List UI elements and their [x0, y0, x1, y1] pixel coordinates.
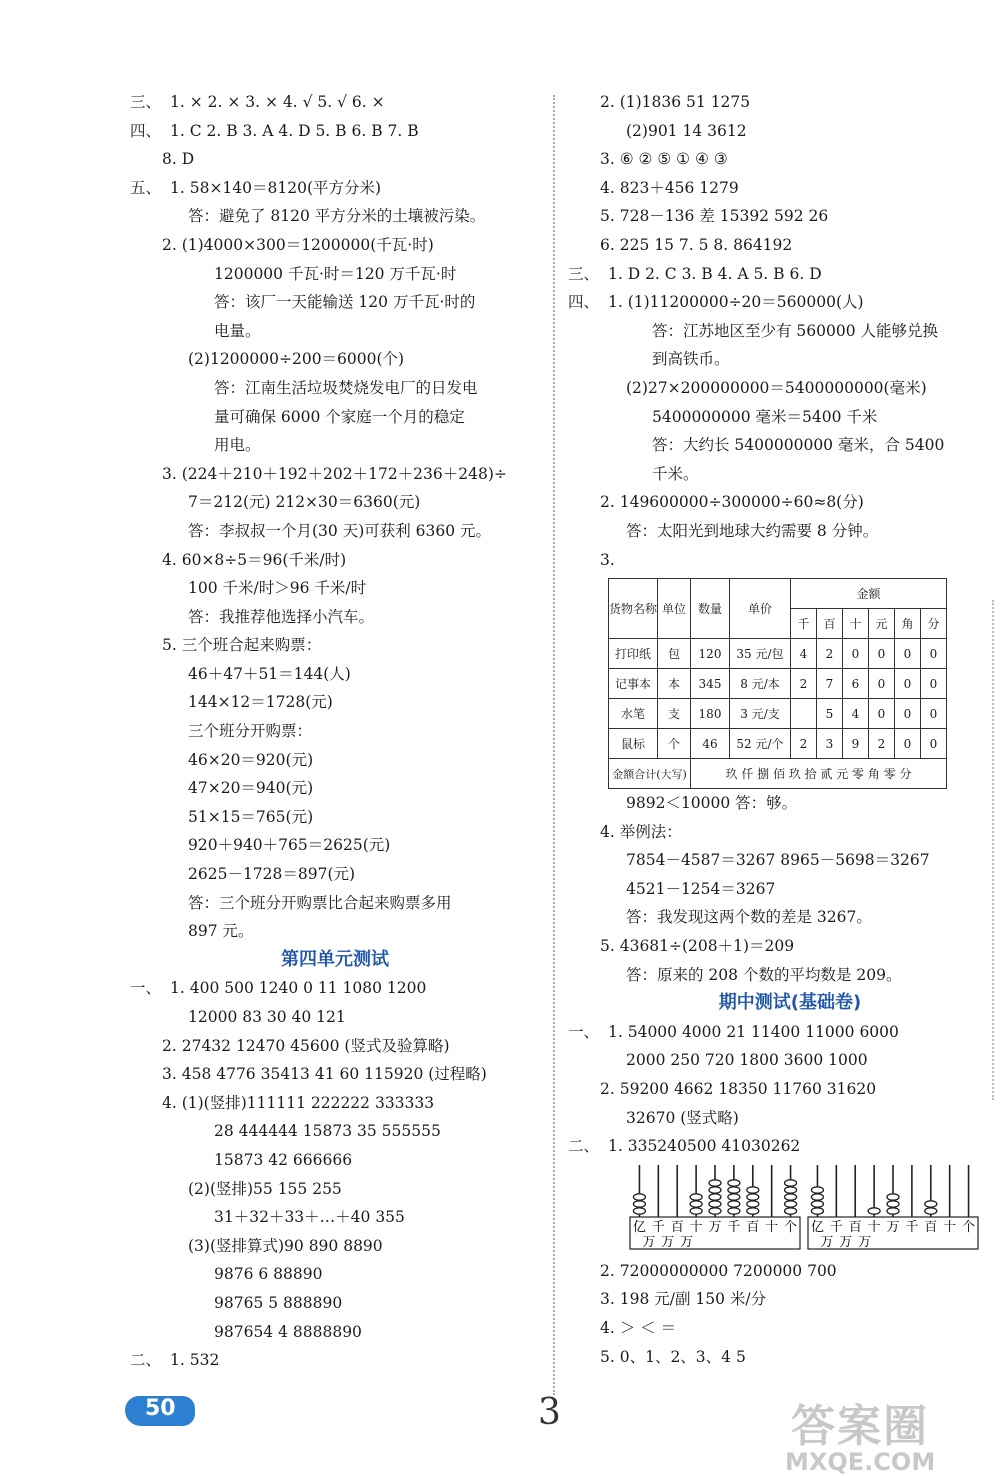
total-value: 玖 仟 捌 佰 玖 拾 贰 元 零 角 零 分	[691, 759, 947, 789]
answer-text: (3)(竖排算式)90 890 8890	[188, 1236, 383, 1255]
goods-row	[609, 699, 947, 729]
answer-text: 2000 250 720 1800 3600 1000	[626, 1051, 868, 1070]
answer-text: 7＝212(元) 212×30＝6360(元)	[188, 493, 421, 512]
abacus-label: 万	[886, 1219, 900, 1235]
answer-line	[568, 288, 980, 317]
answer-text: 15873 42 666666	[214, 1150, 353, 1169]
digit-header: 千	[791, 609, 817, 639]
answer-line	[600, 789, 980, 818]
answer-line	[130, 1203, 540, 1232]
abacus-bead	[747, 1187, 759, 1193]
answer-line	[130, 688, 540, 717]
abacus-label: 十	[867, 1219, 881, 1235]
right-tail-section	[600, 1257, 980, 1371]
answer-line	[600, 117, 980, 146]
goods-header-qty: 数量	[691, 579, 730, 639]
goods-cell-digit: 3	[817, 729, 843, 759]
answer-line	[130, 889, 540, 918]
goods-cell-digit: 0	[895, 699, 921, 729]
answer-line	[130, 288, 540, 317]
goods-cell-price: 8 元/本	[730, 669, 791, 699]
answer-text: 答：三个班分开购票比合起来购票多用	[188, 893, 452, 912]
abacus-bead	[709, 1194, 721, 1200]
goods-cell-qty: 120	[691, 639, 730, 669]
answer-text: 100 千米/时＞96 千米/时	[188, 579, 367, 598]
right-column	[568, 88, 980, 1371]
answer-text: 2. (1)4000×300＝1200000(千瓦·时)	[162, 235, 434, 254]
answer-line	[130, 574, 540, 603]
abacus-label: 个	[962, 1219, 976, 1235]
answer-text: 3. 458 4776 35413 41 60 115920 (过程略)	[162, 1065, 487, 1084]
answer-text: 4. 60×8÷5＝96(千米/时)	[162, 550, 347, 569]
answer-line	[600, 546, 980, 575]
answer-line	[600, 1314, 980, 1343]
answer-text: 3. 198 元/副 150 米/分	[600, 1290, 767, 1309]
answer-line	[130, 1260, 540, 1289]
abacus-bead	[785, 1194, 797, 1200]
answer-line	[600, 875, 980, 904]
answer-text: 5. 0、1、2、3、4 5	[600, 1347, 746, 1366]
answer-text: 12000 83 30 40 121	[188, 1008, 346, 1026]
answer-text: 5. 728－136 差 15392 592 26	[600, 207, 829, 226]
abacus-diagram	[626, 1161, 986, 1253]
goods-cell-digit: 2	[817, 639, 843, 669]
answer-line	[130, 145, 540, 174]
goods-cell-price: 35 元/包	[730, 639, 791, 669]
goods-cell-price: 3 元/支	[730, 699, 791, 729]
answer-text: 答：李叔叔一个月(30 天)可获利 6360 元。	[188, 521, 492, 540]
section-prefix: 三、	[130, 93, 162, 111]
answer-line	[600, 1075, 980, 1104]
answer-text: 46×20＝920(元)	[188, 750, 314, 769]
answer-text: 4. 823＋456 1279	[600, 178, 739, 197]
answer-line	[130, 1060, 540, 1089]
answer-text: 答：太阳光到地球大约需要 8 分钟。	[626, 521, 879, 540]
answer-text: 1200000 千瓦·时＝120 万千瓦·时	[214, 264, 457, 283]
answer-text: 7854－4587＝3267 8965－5698＝3267	[626, 851, 930, 870]
answer-line	[600, 145, 980, 174]
abacus-bead	[633, 1194, 645, 1200]
right-top-section	[568, 88, 980, 574]
abacus-label: 千	[829, 1219, 843, 1235]
answer-text: 1. 400 500 1240 0 11 1080 1200	[170, 979, 427, 998]
answer-line	[130, 231, 540, 260]
answer-line	[600, 1285, 980, 1314]
abacus-label: 千	[727, 1219, 741, 1235]
abacus-label: 万	[661, 1234, 675, 1250]
answer-line	[130, 1175, 540, 1204]
answer-text: 4. ＞ ＜ ＝	[600, 1319, 677, 1337]
abacus-bead	[747, 1201, 759, 1207]
answer-text: 1. 335240500 41030262	[608, 1137, 801, 1156]
goods-cell-digit: 5	[817, 699, 843, 729]
watermark	[785, 1390, 935, 1476]
abacus-label: 十	[765, 1219, 779, 1235]
answer-text: 答：原来的 208 个数的平均数是 209。	[626, 965, 902, 984]
answer-text: 答：大约长 5400000000 毫米，合 5400	[652, 436, 945, 455]
abacus-bead	[690, 1208, 702, 1214]
answer-text: 51×15＝765(元)	[188, 807, 314, 826]
answer-text: (2)27×200000000＝5400000000(毫米)	[626, 378, 927, 397]
goods-cell-digit: 0	[869, 669, 895, 699]
bottom-mark: 3	[538, 1392, 561, 1433]
answer-text: 98765 5 888890	[214, 1293, 343, 1312]
section-prefix: 一、	[568, 1022, 600, 1041]
answer-line	[600, 818, 980, 847]
page-number-badge	[125, 1392, 205, 1432]
answer-text: 9892＜10000 答：够。	[626, 794, 798, 813]
abacus-bead	[728, 1201, 740, 1207]
answer-line	[600, 1046, 980, 1075]
answer-text: 2. 72000000000 7200000 700	[600, 1261, 837, 1280]
answer-line	[130, 403, 540, 432]
goods-cell-qty: 345	[691, 669, 730, 699]
answer-line	[600, 1343, 980, 1372]
goods-cell-digit: 2	[869, 729, 895, 759]
abacus-label: 万	[680, 1234, 694, 1250]
abacus-bead	[925, 1201, 937, 1207]
answer-text: 答：江南生活垃圾焚烧发电厂的日发电	[214, 378, 478, 397]
answer-text: (2)(竖排)55 155 255	[188, 1179, 342, 1198]
answer-text: 897 元。	[188, 922, 254, 941]
total-label: 金额合计(大写)	[609, 759, 691, 789]
goods-cell-name: 记事本	[609, 669, 658, 699]
abacus-label: 千	[651, 1219, 665, 1235]
answer-line	[600, 488, 980, 517]
abacus-bead	[747, 1194, 759, 1200]
answer-line	[130, 1318, 540, 1347]
section-heading: 第四单元测试	[281, 948, 389, 970]
abacus-label: 百	[848, 1219, 862, 1235]
answer-text: 1. 54000 4000 21 11400 11000 6000	[608, 1022, 899, 1041]
answer-text: (2)901 14 3612	[626, 121, 747, 140]
answer-line	[130, 1346, 540, 1375]
answer-text: 量可确保 6000 个家庭一个月的稳定	[214, 407, 465, 426]
answer-line	[600, 317, 980, 346]
abacus-bead	[747, 1208, 759, 1214]
answer-line	[600, 1257, 980, 1286]
answer-text: 答：该厂一天能输送 120 万千瓦·时的	[214, 293, 476, 312]
watermark-line2: MXQE.COM	[785, 1448, 936, 1476]
section-heading: 期中测试(基础卷)	[718, 992, 862, 1014]
answer-line	[130, 117, 540, 146]
goods-cell-digit: 0	[869, 639, 895, 669]
answer-line	[130, 631, 540, 660]
digit-header: 十	[843, 609, 869, 639]
abacus-bead	[709, 1208, 721, 1214]
right-bottom-section	[568, 789, 980, 1161]
answer-line	[130, 603, 540, 632]
goods-cell-digit: 0	[895, 729, 921, 759]
answer-line	[600, 174, 980, 203]
answer-text: 46＋47＋51＝144(人)	[188, 664, 351, 683]
section-prefix: 二、	[130, 1351, 162, 1370]
answer-line	[130, 260, 540, 289]
answer-text: 2. 27432 12470 45600 (竖式及验算略)	[162, 1036, 450, 1055]
goods-cell-digit: 4	[791, 639, 817, 669]
answer-line	[130, 345, 540, 374]
section-prefix: 一、	[130, 979, 162, 998]
answer-line	[130, 860, 540, 889]
edge-dotted-line	[992, 600, 994, 1100]
goods-cell-digit: 2	[791, 729, 817, 759]
answer-text: 千米。	[652, 464, 699, 483]
answer-line	[130, 460, 540, 489]
goods-header-amount: 金额	[791, 579, 947, 609]
abacus-label: 百	[924, 1219, 938, 1235]
answer-line	[600, 231, 980, 260]
abacus-bead	[728, 1208, 740, 1214]
answer-text: 31＋32＋33＋…＋40 355	[214, 1208, 405, 1227]
answer-text: 9876 6 88890	[214, 1265, 323, 1284]
abacus-label: 十	[689, 1219, 703, 1235]
answer-line	[130, 803, 540, 832]
abacus-bead	[887, 1201, 899, 1207]
answer-text: 1. 532	[170, 1351, 220, 1370]
answer-text: 144×12＝1728(元)	[188, 693, 333, 712]
goods-cell-name: 打印纸	[609, 639, 658, 669]
answer-text: 5. 三个班合起来购票：	[162, 636, 322, 655]
answer-text: 6. 225 15 7. 5 8. 864192	[600, 235, 793, 254]
answer-line	[600, 1104, 980, 1133]
goods-cell-qty: 180	[691, 699, 730, 729]
abacus-bead	[925, 1208, 937, 1214]
answer-text: 3.	[600, 550, 615, 569]
answer-text: 1. D 2. C 3. B 4. A 5. B 6. D	[608, 264, 822, 283]
answer-line	[130, 717, 540, 746]
abacus-label: 百	[670, 1219, 684, 1235]
goods-table	[608, 578, 947, 789]
answer-line	[568, 1132, 980, 1161]
abacus-bead	[887, 1194, 899, 1200]
abacus-bead	[811, 1208, 823, 1214]
answer-line	[600, 202, 980, 231]
left-column	[130, 88, 540, 1375]
goods-cell-digit: 6	[843, 669, 869, 699]
section-prefix: 五、	[130, 178, 162, 197]
abacus-label: 百	[746, 1219, 760, 1235]
abacus-label: 万	[858, 1234, 872, 1250]
goods-cell-digit: 2	[791, 669, 817, 699]
answer-text: 答：江苏地区至少有 560000 人能够兑换	[652, 321, 939, 340]
abacus-label: 万	[708, 1219, 722, 1235]
answer-line	[130, 88, 540, 117]
answer-line	[130, 317, 540, 346]
answer-text: 1. (1)11200000÷20＝560000(人)	[608, 293, 864, 312]
goods-cell-unit: 包	[658, 639, 691, 669]
abacus-bead	[785, 1180, 797, 1186]
abacus-label: 千	[905, 1219, 919, 1235]
goods-cell-digit: 9	[843, 729, 869, 759]
goods-row	[609, 669, 947, 699]
answer-text: 5. 43681÷(208＋1)＝209	[600, 937, 795, 956]
answer-text: 答：我推荐他选择小汽车。	[188, 607, 375, 626]
answer-text: 答：避免了 8120 平方分米的土壤被污染。	[188, 207, 486, 226]
page-number: 50	[145, 1396, 176, 1421]
abacus-bead	[728, 1180, 740, 1186]
abacus-label: 亿	[632, 1219, 646, 1235]
abacus-bead	[690, 1201, 702, 1207]
answer-line	[130, 202, 540, 231]
section-prefix: 四、	[130, 121, 162, 140]
answer-line	[130, 174, 540, 203]
answer-text: 2. (1)1836 51 1275	[600, 93, 751, 111]
digit-header: 百	[817, 609, 843, 639]
answer-line	[130, 746, 540, 775]
goods-cell-digit: 0	[895, 639, 921, 669]
answer-text: 用电。	[214, 436, 261, 455]
answer-text: 8. D	[162, 150, 195, 169]
goods-cell-price: 52 元/个	[730, 729, 791, 759]
goods-cell-digit: 7	[817, 669, 843, 699]
answer-text: 4. (1)(竖排)111111 222222 333333	[162, 1093, 435, 1112]
answer-line	[600, 932, 980, 961]
answer-text: 987654 4 8888890	[214, 1322, 362, 1341]
section-prefix: 四、	[568, 293, 600, 312]
answer-text: 32670 (竖式略)	[626, 1108, 739, 1127]
answer-line	[600, 345, 980, 374]
answer-line	[130, 1089, 540, 1118]
answer-line	[600, 846, 980, 875]
goods-cell-digit: 0	[921, 639, 947, 669]
answer-line	[130, 1232, 540, 1261]
goods-cell-name: 鼠标	[609, 729, 658, 759]
answer-line	[130, 546, 540, 575]
goods-header-name: 货物名称	[609, 579, 658, 639]
goods-cell-digit	[791, 699, 817, 729]
answer-text: 1. × 2. × 3. × 4. √ 5. √ 6. ×	[170, 93, 385, 111]
answer-line	[130, 374, 540, 403]
answer-line	[130, 1032, 540, 1061]
abacus-bead	[811, 1187, 823, 1193]
column-divider	[553, 95, 555, 1395]
goods-cell-unit: 本	[658, 669, 691, 699]
answer-line	[600, 431, 980, 460]
digit-header: 角	[895, 609, 921, 639]
abacus-bead	[728, 1187, 740, 1193]
goods-row	[609, 639, 947, 669]
abacus-bead	[785, 1187, 797, 1193]
answer-line	[130, 1289, 540, 1318]
answer-text: 答：我发现这两个数的差是 3267。	[626, 908, 872, 927]
answer-text: 到高铁币。	[652, 350, 730, 369]
goods-cell-digit: 0	[843, 639, 869, 669]
goods-cell-digit: 0	[921, 699, 947, 729]
abacus-label: 个	[784, 1219, 798, 1235]
answer-text: 1. C 2. B 3. A 4. D 5. B 6. B 7. B	[170, 121, 419, 140]
answer-text: 920＋940＋765＝2625(元)	[188, 836, 391, 855]
answer-text: 4. 举例法：	[600, 822, 682, 841]
abacus-bead	[811, 1194, 823, 1200]
answer-line	[130, 1146, 540, 1175]
abacus-bead	[785, 1201, 797, 1207]
abacus-bead	[868, 1208, 880, 1214]
goods-header-unit: 单位	[658, 579, 691, 639]
answer-line	[130, 831, 540, 860]
goods-cell-digit: 0	[921, 729, 947, 759]
answer-line	[130, 774, 540, 803]
abacus-label: 十	[943, 1219, 957, 1235]
answer-line	[568, 260, 980, 289]
abacus-bead	[785, 1208, 797, 1214]
answer-line	[600, 403, 980, 432]
digit-header: 分	[921, 609, 947, 639]
answer-text: 47×20＝940(元)	[188, 779, 314, 798]
abacus-bead	[709, 1187, 721, 1193]
answer-line	[600, 374, 980, 403]
section-prefix: 三、	[568, 264, 600, 283]
goods-cell-qty: 46	[691, 729, 730, 759]
answer-text: 3. ⑥ ② ⑤ ① ④ ③	[600, 150, 728, 169]
goods-cell-digit: 0	[895, 669, 921, 699]
answer-line	[130, 1003, 540, 1032]
answer-line	[600, 961, 980, 990]
answer-line	[130, 974, 540, 1003]
abacus-bead	[887, 1208, 899, 1214]
abacus-label: 万	[820, 1234, 834, 1250]
goods-header-price: 单价	[730, 579, 791, 639]
goods-cell-unit: 支	[658, 699, 691, 729]
answer-text: 4521－1254＝3267	[626, 879, 776, 898]
answer-text: 电量。	[214, 321, 261, 340]
goods-cell-digit: 0	[869, 699, 895, 729]
abacus-label: 万	[839, 1234, 853, 1250]
answer-text: 2. 149600000÷300000÷60≈8(分)	[600, 493, 864, 512]
abacus-bead	[690, 1194, 702, 1200]
goods-cell-digit: 4	[843, 699, 869, 729]
answer-text: 28 444444 15873 35 555555	[214, 1122, 441, 1141]
answer-line	[130, 431, 540, 460]
answer-text: (2)1200000÷200＝6000(个)	[188, 350, 405, 369]
goods-cell-unit: 个	[658, 729, 691, 759]
answer-line	[130, 660, 540, 689]
abacus-bead	[709, 1201, 721, 1207]
abacus-bead	[728, 1194, 740, 1200]
answer-line	[130, 488, 540, 517]
answer-text: 三个班分开购票：	[188, 722, 313, 741]
answer-line	[130, 917, 540, 946]
answer-line	[600, 460, 980, 489]
answer-text: 3. (224＋210＋192＋202＋172＋236＋248)÷	[162, 464, 507, 483]
answer-line	[130, 1117, 540, 1146]
digit-header: 元	[869, 609, 895, 639]
watermark-line1: 答案圈	[791, 1401, 930, 1452]
answer-line	[600, 517, 980, 546]
answer-text: 5400000000 毫米＝5400 千米	[652, 407, 878, 426]
answer-text: 2625－1728＝897(元)	[188, 865, 356, 884]
abacus-label: 亿	[810, 1219, 824, 1235]
answer-text: 1. 58×140＝8120(平方分米)	[170, 178, 382, 197]
abacus-bead	[811, 1201, 823, 1207]
abacus-bead	[633, 1201, 645, 1207]
answer-line	[600, 903, 980, 932]
section-prefix: 二、	[568, 1137, 600, 1156]
abacus-label: 万	[642, 1234, 656, 1250]
answer-line	[568, 1018, 980, 1047]
goods-cell-name: 水笔	[609, 699, 658, 729]
abacus-bead	[709, 1180, 721, 1186]
goods-cell-digit: 0	[921, 669, 947, 699]
abacus-bead	[633, 1208, 645, 1214]
answer-text: 2. 59200 4662 18350 11760 31620	[600, 1080, 877, 1099]
answer-line	[600, 88, 980, 117]
goods-row	[609, 729, 947, 759]
answer-line	[130, 517, 540, 546]
